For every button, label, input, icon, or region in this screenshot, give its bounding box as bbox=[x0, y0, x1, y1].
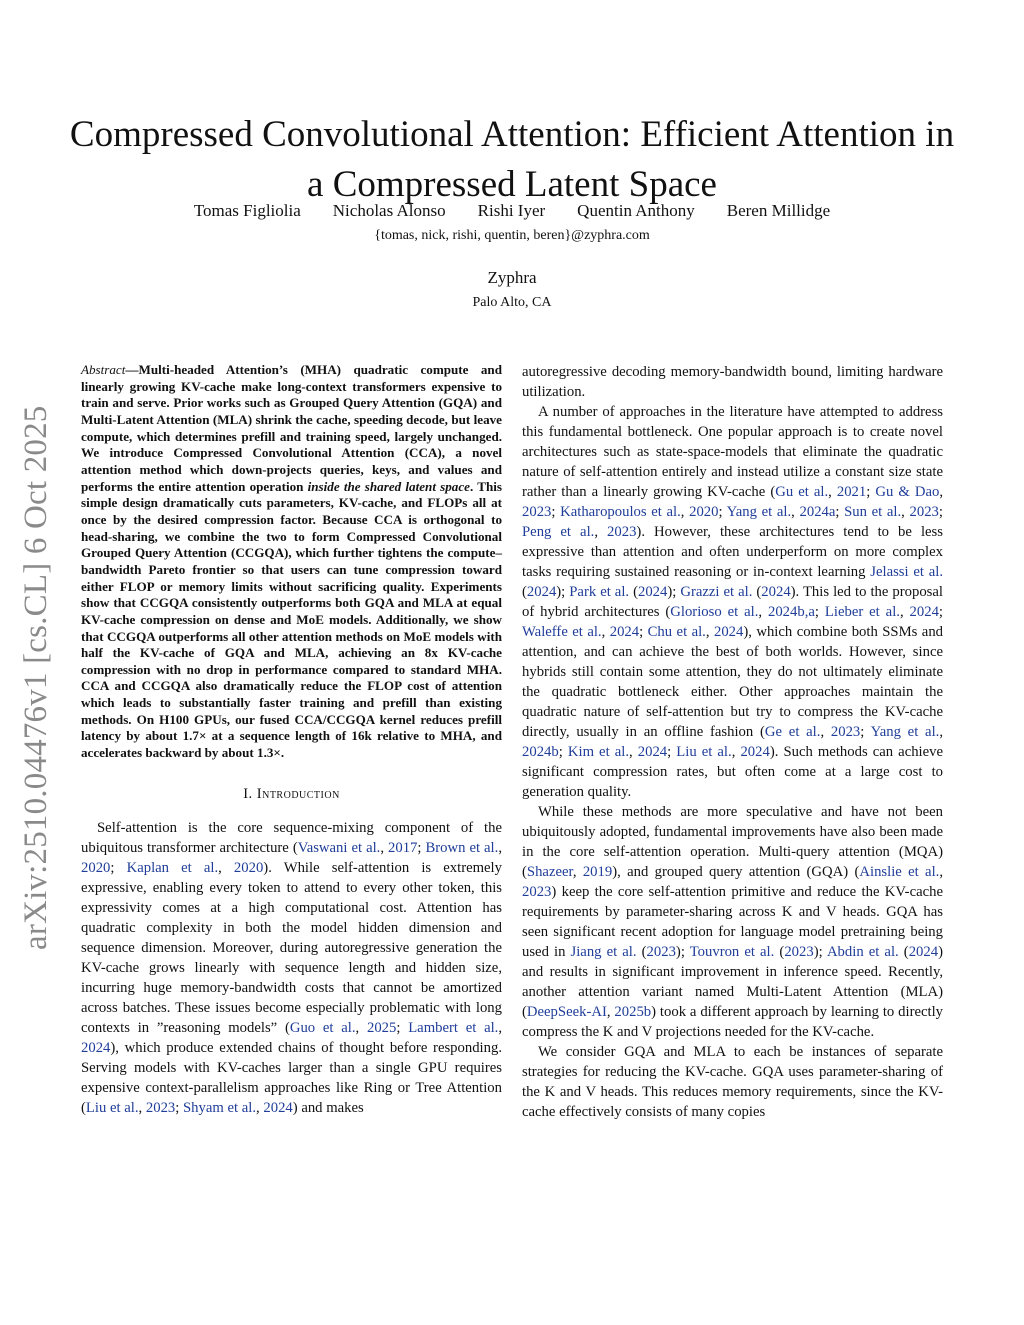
author-name: Rishi Iyer bbox=[477, 201, 546, 220]
citation-link[interactable]: Chu et al. bbox=[647, 624, 706, 640]
citation-link[interactable]: 2024 bbox=[81, 1039, 111, 1056]
citation-link[interactable]: 2023 bbox=[522, 504, 552, 520]
author-name: Nicholas Alonso bbox=[332, 201, 446, 220]
paragraph-text: , bbox=[355, 1019, 367, 1036]
intro-paragraph bbox=[522, 1042, 943, 1122]
citation-link[interactable]: 2024 bbox=[908, 944, 939, 960]
citation-link[interactable]: Gu & Dao bbox=[875, 484, 940, 500]
abstract-text: —Multi-headed Attention’s (MHA) quadratic compute and linearly growing KV-cache make long-context transformers expensive to train and serve. Prior works such as Grouped Query Attention (GQA) and Multi-Latent Attention (MLA) shrink the cache, speeding decode, but leave compute, which determines prefill and training speed, largely unchanged. We introduce Compressed Convolutional Attention (CCA), a novel attention method which down-projects queries, keys, and values and performs the entire attention operation bbox=[81, 362, 502, 494]
paragraph-text: ), which combine both SSMs and attention, and can achieve the best of both worlds. However, since hybrids still contain some attention, they do not ultimately eliminate the quadratic bottleneck either. Other approaches maintain the quadratic nature of self-attention but try to compress the KV-cache directly, usually in an offline fashion ( bbox=[522, 624, 944, 740]
paragraph-text: ); bbox=[556, 584, 570, 600]
citation-link[interactable]: 2023 bbox=[909, 504, 939, 520]
paragraph-text: ) keep the core self-attention primitive and reduce the KV-cache requirements by parameter-sharing across K and V heads. GQA has seen significant recent adoption for language model pretraining being used in bbox=[522, 884, 943, 960]
paragraph-text: ; bbox=[110, 859, 127, 876]
citation-link[interactable]: 2021 bbox=[836, 484, 867, 500]
paragraph-text: ; bbox=[860, 724, 871, 740]
paragraph-text: ), and grouped query attention (GQA) ( bbox=[612, 864, 860, 880]
abstract bbox=[81, 362, 502, 762]
intro-paragraph-continued bbox=[522, 362, 943, 402]
paragraph-text: , bbox=[572, 864, 583, 880]
paragraph-text: , bbox=[138, 1099, 146, 1116]
paragraph-text: , bbox=[256, 1099, 264, 1116]
citation-link[interactable]: Abdin et al. bbox=[826, 944, 899, 960]
paragraph-text: , bbox=[791, 504, 800, 520]
citation-link[interactable]: Park et al. bbox=[569, 584, 630, 600]
citation-link[interactable]: 2020 bbox=[689, 504, 719, 520]
paragraph-text: , bbox=[498, 1019, 503, 1036]
paragraph-text: ). This led to the proposal of hybrid architectures ( bbox=[522, 584, 943, 620]
paragraph-text: , bbox=[758, 604, 768, 620]
author-list bbox=[60, 201, 964, 221]
citation-link[interactable]: Vaswani et al. bbox=[297, 839, 381, 856]
paragraph-text: ; bbox=[417, 839, 426, 856]
paragraph-text: ; bbox=[639, 624, 648, 640]
section-heading-introduction: I. Introduction bbox=[243, 785, 340, 802]
abstract-lead: Abstract bbox=[81, 362, 126, 377]
paragraph-text: ( bbox=[898, 944, 909, 960]
paragraph-text: ) and results in significant improvement in inference speed. Recently, another attention variant named Multi-Latent Attention (MLA) ( bbox=[522, 944, 943, 1020]
citation-link[interactable]: Guo et al. bbox=[289, 1019, 356, 1036]
paragraph-text: , bbox=[731, 744, 741, 760]
author-name: Tomas Figliolia bbox=[193, 201, 301, 220]
citation-link[interactable]: Sun et al. bbox=[844, 504, 902, 520]
citation-link[interactable]: 2020 bbox=[233, 859, 264, 876]
citation-link[interactable]: 2024 bbox=[761, 584, 791, 600]
paragraph-text: , bbox=[498, 839, 502, 856]
citation-link[interactable]: Jiang et al. bbox=[570, 944, 637, 960]
author-name: Quentin Anthony bbox=[577, 201, 695, 220]
citation-link[interactable]: Liu et al. bbox=[85, 1099, 139, 1116]
paragraph-text: , bbox=[705, 624, 714, 640]
abstract-emphasis: inside the shared latent space bbox=[307, 478, 470, 494]
citation-link[interactable]: Shyam et al. bbox=[183, 1099, 257, 1116]
paper-title: Compressed Convolutional Attention: Efficient Attention in a Compressed Latent Space bbox=[69, 113, 955, 205]
paragraph-text: , bbox=[218, 859, 234, 876]
paragraph-text: While these methods are more speculative and have not been ubiquitously adopted, fundamental improvements have also been made in the core self-attention operation. Multi-query attention (MQA) ( bbox=[522, 804, 943, 880]
right-column bbox=[522, 362, 943, 1122]
author-name: Beren Millidge bbox=[726, 201, 831, 220]
citation-link[interactable]: 2024 bbox=[526, 584, 557, 600]
citation-link[interactable]: Yang et al. bbox=[726, 504, 792, 520]
citation-link[interactable]: 2023 bbox=[607, 524, 637, 540]
citation-link[interactable]: Waleffe et al. bbox=[522, 624, 602, 640]
citation-link[interactable]: 2024 bbox=[740, 744, 770, 760]
citation-link[interactable]: 2025 bbox=[366, 1019, 397, 1036]
author-emails: {tomas, nick, rishi, quentin, beren}@zyphra.com bbox=[374, 228, 650, 243]
paragraph-text: , bbox=[820, 724, 831, 740]
citation-link[interactable]: Katharopoulos et al. bbox=[560, 504, 681, 520]
paragraph-text: ; bbox=[835, 504, 845, 520]
paragraph-text: ; bbox=[866, 484, 876, 500]
paragraph-text: ( bbox=[629, 584, 638, 600]
paragraph-text: , bbox=[828, 484, 837, 500]
paragraph-text: ) and makes bbox=[292, 1099, 364, 1116]
citation-link[interactable]: Glorioso et al. bbox=[670, 604, 759, 620]
affiliation-location: Palo Alto, CA bbox=[472, 295, 552, 310]
paragraph-text: ). Such methods can achieve significant compression rates, but often come at a large cost to generation quality. bbox=[522, 744, 944, 800]
paragraph-text: , bbox=[939, 724, 943, 740]
paragraph-text: , bbox=[629, 744, 638, 760]
paragraph-text: , bbox=[601, 624, 610, 640]
citation-link[interactable]: Lambert et al. bbox=[408, 1019, 499, 1036]
citation-link[interactable]: Gu et al. bbox=[775, 484, 829, 500]
intro-paragraph bbox=[522, 802, 943, 1042]
paragraph-text: ; bbox=[938, 504, 943, 520]
paragraph-text: autoregressive decoding memory-bandwidth bound, limiting hardware utilization. bbox=[522, 364, 943, 400]
paragraph-text: We consider GQA and MLA to each be instances of separate strategies for reducing the KV-cache. GQA uses parameter-sharing of the K and V heads. This reduces memory requirements, since the KV-cache effectively consists of many copies bbox=[522, 1044, 943, 1120]
citation-link[interactable]: 2024 bbox=[637, 584, 668, 600]
paragraph-text: ; bbox=[551, 504, 561, 520]
citation-link[interactable]: 2023 bbox=[830, 724, 861, 740]
citation-link[interactable]: 2017 bbox=[388, 839, 418, 856]
citation-link[interactable]: 2024b,a bbox=[767, 604, 815, 620]
intro-paragraph bbox=[522, 402, 943, 802]
paragraph-text: , bbox=[899, 604, 910, 620]
paragraph-text: ); bbox=[675, 944, 690, 960]
paragraph-text: ( bbox=[522, 584, 527, 600]
paragraph-text: ( bbox=[636, 944, 647, 960]
citation-link[interactable]: 2023 bbox=[784, 944, 814, 960]
citation-link[interactable]: Grazzi et al. bbox=[680, 584, 753, 600]
paragraph-text: , bbox=[901, 504, 910, 520]
citation-link[interactable]: 2025b bbox=[614, 1004, 652, 1020]
paragraph-text: ; bbox=[938, 604, 944, 620]
citation-link[interactable]: 2024b bbox=[522, 744, 559, 760]
intro-paragraph bbox=[81, 818, 502, 1118]
paragraph-text: , bbox=[380, 839, 389, 856]
abstract-text: . This simple design dramatically cuts parameters, KV-cache, and FLOPs all at once by the desired compression factor. Because CCA is orthogonal to head-sharing, we combine the two to form Compressed Convolutional Grouped Query Attention (CCGQA), which further tightens the compute–bandwidth Pareto frontier so that users can tune compression toward either FLOP or memory limits without sacrificing quality. Experiments show that CCGQA consistently outperforms both GQA and MLA at equal KV-cache compression on dense and MoE models. Additionally, we show that CCGQA outperforms all other attention methods on MoE models with half the KV-cache of GQA and MLA, achieving an 8x KV-cache compression with no drop in performance compared to standard MHA. CCA and CCGQA also dramatically reduce the FLOP cost of attention which leads to substantially faster training and prefill than existing methods. On H100 GPUs, our fused CCA/CCGQA kernel reduces prefill latency by about 1.7× at a sequence length of 16k relative to MHA, and accelerates backward by about 1.3×. bbox=[81, 478, 502, 761]
citation-link[interactable]: Touvron et al. bbox=[689, 944, 775, 960]
paragraph-text: ). However, these architectures tend to be less expressive than attention and often underperform on more complex tasks requiring sustained reasoning or in-context learning bbox=[522, 524, 943, 580]
citation-link[interactable]: Brown et al. bbox=[425, 839, 499, 856]
paragraph-text: , bbox=[606, 1004, 615, 1020]
affiliation: Zyphra bbox=[487, 268, 537, 287]
citation-link[interactable]: Liu et al. bbox=[676, 744, 732, 760]
citation-link[interactable]: Yang et al. bbox=[870, 724, 940, 740]
citation-link[interactable]: Peng et al. bbox=[522, 524, 595, 540]
citation-link[interactable]: Kaplan et al. bbox=[126, 859, 219, 876]
paragraph-text: ; bbox=[396, 1019, 409, 1036]
paragraph-text: ; bbox=[175, 1099, 184, 1116]
citation-link[interactable]: 2019 bbox=[582, 864, 613, 880]
paragraph-text: ; bbox=[667, 744, 677, 760]
citation-link[interactable]: 2023 bbox=[522, 884, 552, 900]
citation-link[interactable]: Lieber et al. bbox=[824, 604, 900, 620]
paragraph-text: ; bbox=[814, 604, 825, 620]
citation-link[interactable]: Kim et al. bbox=[567, 744, 629, 760]
paragraph-text: ; bbox=[718, 504, 727, 520]
paragraph-text: ); bbox=[813, 944, 827, 960]
left-column bbox=[81, 362, 502, 1118]
citation-link[interactable]: 2024 bbox=[909, 604, 939, 620]
paragraph-text: ), which produce extended chains of thought before responding. Serving models with KV-caches larger than a single GPU requires expensive context-parallelism approaches like Ring or Tree Attention ( bbox=[81, 1039, 502, 1116]
paragraph-text: , bbox=[939, 864, 943, 880]
paragraph-text: ) took a different approach by learning to directly compress the K and V projections needed for the KV-cache. bbox=[522, 1004, 944, 1040]
citation-link[interactable]: 2024 bbox=[637, 744, 668, 760]
arxiv-identifier: arXiv:2510.04476v1 [cs.CL] 6 Oct 2025 bbox=[18, 405, 54, 950]
citation-link[interactable]: Ge et al. bbox=[764, 724, 821, 740]
citation-link[interactable]: Jelassi et al. bbox=[870, 564, 943, 580]
citation-link[interactable]: 2024a bbox=[799, 504, 836, 520]
citation-link[interactable]: 2020 bbox=[81, 859, 111, 876]
paragraph-text: , bbox=[680, 504, 690, 520]
paragraph-text: , bbox=[939, 484, 943, 500]
citation-link[interactable]: 2024 bbox=[263, 1099, 293, 1116]
paragraph-text: ( bbox=[752, 584, 762, 600]
paragraph-text: Self-attention is the core sequence-mixing component of the ubiquitous transformer architecture ( bbox=[81, 819, 502, 856]
citation-link[interactable]: Ainslie et al. bbox=[859, 864, 940, 880]
citation-link[interactable]: 2024 bbox=[713, 624, 744, 640]
citation-link[interactable]: DeepSeek-AI bbox=[526, 1004, 607, 1020]
citation-link[interactable]: 2023 bbox=[145, 1099, 176, 1116]
paragraph-text: , bbox=[594, 524, 608, 540]
citation-link[interactable]: 2024 bbox=[609, 624, 640, 640]
citation-link[interactable]: Shazeer bbox=[526, 864, 573, 880]
paragraph-text: A number of approaches in the literature have attempted to address this fundamental bottleneck. One popular approach is to create novel architectures such as state-space-models that eliminate the quadratic nature of self-attention entirely and instead utilize a constant size state rather than a linearly growing KV-cache ( bbox=[522, 404, 943, 500]
paragraph-text: ); bbox=[667, 584, 681, 600]
citation-link[interactable]: 2023 bbox=[646, 944, 676, 960]
paragraph-text: ( bbox=[774, 944, 785, 960]
paragraph-text: ; bbox=[558, 744, 568, 760]
paragraph-text: ). While self-attention is extremely expressive, enabling every token to attend to every other token, this expressivity comes at a high computational cost. Attention has quadratic complexity in both the model hidden dimension and sequence dimension. Moreover, during autoregressive generation the KV-cache grows linearly with sequence length and hidden size, incurring huge memory-bandwidth costs that cannot be amortized across batches. These issues become especially problematic with long contexts in ”reasoning models” ( bbox=[81, 859, 502, 1036]
